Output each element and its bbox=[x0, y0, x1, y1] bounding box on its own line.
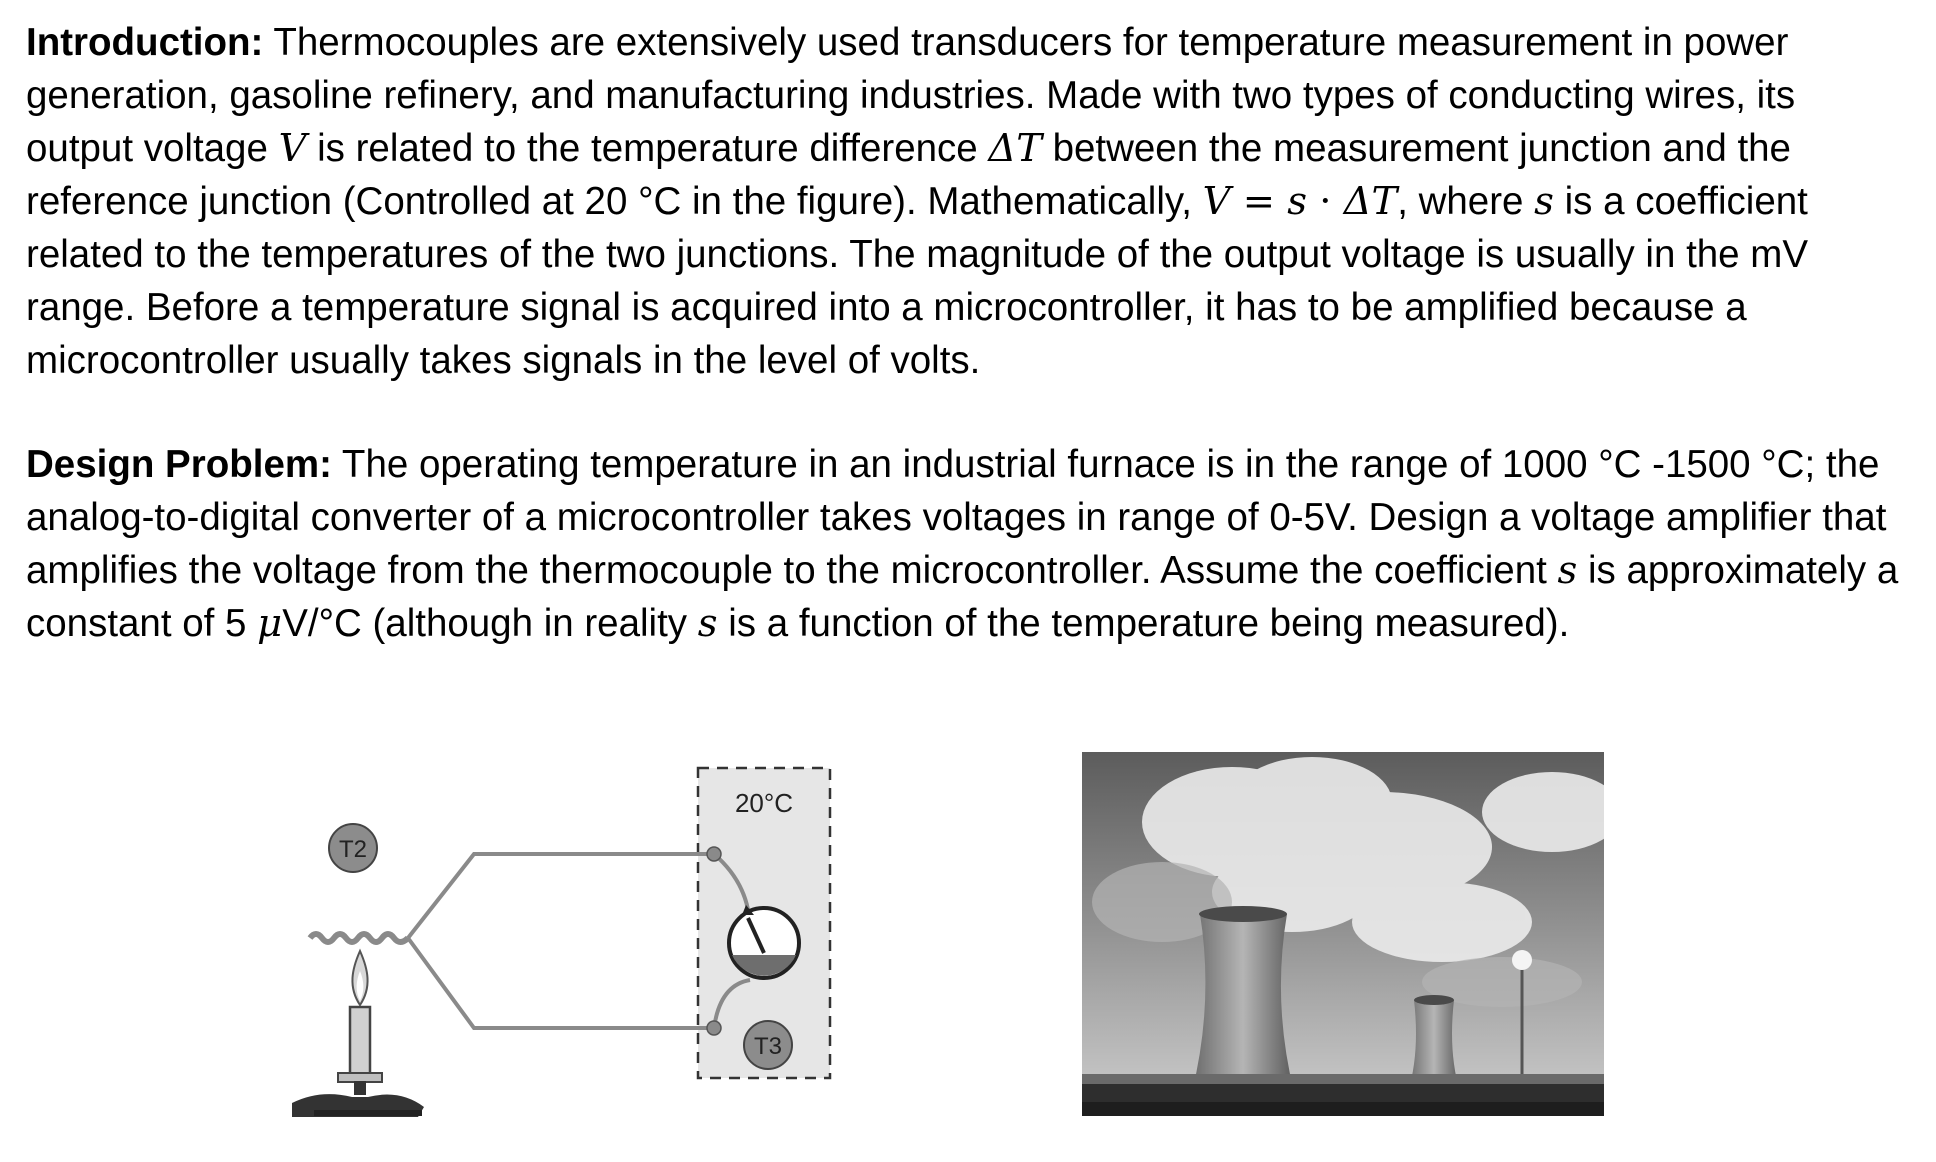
t2-label: T2 bbox=[338, 836, 368, 863]
design-text-3: V/°C (although in reality bbox=[282, 602, 698, 645]
symbol-s: s bbox=[1534, 179, 1554, 224]
intro-text-5: is a coefficient related to the temperatures of the two junctions. The magnitude of the output voltage is usually in the mV range. Before a temperature signal is acquired into a microcontroller, it has to be amplified because a microcontroller usually takes signals in the level of volts. bbox=[26, 180, 1809, 382]
design-heading: Design Problem: bbox=[26, 443, 332, 486]
intro-heading: Introduction: bbox=[26, 21, 264, 64]
twisted-junction bbox=[310, 934, 408, 942]
design-text-4: is a function of the temperature being measured). bbox=[717, 602, 1570, 645]
intro-text-4: , where bbox=[1397, 180, 1535, 223]
t3-label: T3 bbox=[753, 1033, 783, 1060]
t3-badge bbox=[744, 1021, 792, 1069]
symbol-s: s bbox=[697, 601, 718, 646]
equation-v: V bbox=[1202, 179, 1231, 224]
thermocouple-diagram bbox=[280, 755, 840, 1125]
large-cooling-tower bbox=[1192, 914, 1294, 1092]
voltmeter-icon bbox=[729, 905, 799, 978]
equation-delta-t: ΔT bbox=[1343, 179, 1398, 224]
lower-wire bbox=[408, 938, 714, 1028]
t2-badge bbox=[329, 824, 377, 872]
intro-text-1: Thermocouples are extensively used transducers for temperature measurement in power generation, gasoline refinery, and manufacturing industries. Made with two types of conducting wires, its output voltage bbox=[26, 21, 1796, 170]
introduction-paragraph bbox=[26, 16, 1906, 387]
design-text-2: is approximately a constant of 5 bbox=[26, 549, 1899, 645]
equation-equals: = bbox=[1230, 179, 1288, 224]
intro-text-2: is related to the temperature difference bbox=[306, 127, 989, 170]
equation-dot: · bbox=[1306, 179, 1344, 224]
symbol-mu: μ bbox=[257, 601, 283, 646]
burner-flame-icon bbox=[292, 951, 424, 1117]
upper-wire bbox=[408, 854, 714, 938]
intro-text-3: between the measurement junction and the reference junction (Controlled at 20 °C in the figure). Mathematically, bbox=[26, 127, 1791, 223]
design-text-1: The operating temperature in an industrial furnace is in the range of 1000 °C -1500 °C; the analog-to-digital converter of a microcontroller takes voltages in range of 0-5V. Design a voltage amplifier that amplifies the voltage from the thermocouple to the microcontroller. Assume the coefficient bbox=[26, 443, 1887, 592]
symbol-s: s bbox=[1557, 548, 1578, 593]
cooling-towers-photo bbox=[1082, 752, 1604, 1116]
symbol-v: V bbox=[278, 126, 307, 171]
reference-temp-label: 20°C bbox=[734, 788, 794, 818]
symbol-delta-t: ΔT bbox=[988, 126, 1042, 171]
design-problem-paragraph bbox=[26, 438, 1906, 650]
upper-junction-dot bbox=[707, 847, 721, 861]
equation-s: s bbox=[1287, 179, 1307, 224]
lower-junction-dot bbox=[707, 1021, 721, 1035]
